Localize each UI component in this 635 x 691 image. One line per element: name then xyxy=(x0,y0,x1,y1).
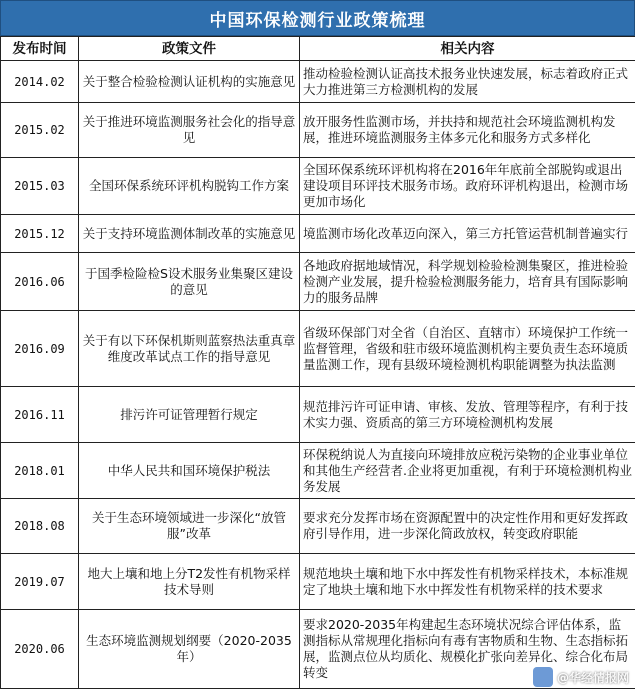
row-content: 要求充分发挥市场在资源配置中的决定性作用和更好发挥政府引导作用，进一步深化简政放权，转变政府职能 xyxy=(300,499,635,554)
row-content: 规范地块土壤和地下水中挥发性有机物采样技术，本标准规定了地块土壤和地下水中挥发性有机物采样的技术要求 xyxy=(300,554,635,610)
table-row xyxy=(1,387,635,443)
row-document: 关于整合检验检测认证机构的实施意见 xyxy=(79,61,300,103)
row-content: 推动检验检测认证高技术报务业快速发展，标志着政府正式大力推进第三方检测机构的发展 xyxy=(300,61,635,103)
table-row xyxy=(1,554,635,610)
row-content: 环保税纳说人为直接向环境排放应税污染物的企业事业单位和其他生产经营者.企业将更加重视，有利于环境检测机构业务发展 xyxy=(300,443,635,499)
row-content: 规范排污许可证申请、审核、发放、管理等程序，有利于技术实力强、资质高的第三方环境检测机构发展 xyxy=(300,387,635,443)
row-document: 关于生态环境领域进一步深化“放管服”改革 xyxy=(79,499,300,554)
row-date: 2016.06 xyxy=(1,253,79,311)
table-header-row xyxy=(1,37,635,61)
table-row xyxy=(1,103,635,158)
table-row xyxy=(1,158,635,215)
page-title: 中国环保检测行业政策梳理 xyxy=(0,0,635,36)
watermark-text: @华经情报网 xyxy=(556,670,629,685)
row-date: 2015.12 xyxy=(1,215,79,253)
row-content: 要求2020-2035年构建起生态环境状况综合评估体系，监测指标从常规理化指标向有毒有害物质和生物、生态指标拓展，监测点位从均质化、规模化扩张向差异化、综合化布局转变 xyxy=(300,610,635,689)
table-row xyxy=(1,61,635,103)
table-row xyxy=(1,215,635,253)
row-document: 地大上壤和地上分T2发性有机物采样技术导则 xyxy=(79,554,300,610)
row-document: 于国季检险检S设术服务业集聚区建设的意见 xyxy=(79,253,300,311)
row-content: 各地政府据地域情况，科学规划检验检测集聚区，推进检验检测产业发展，提升检验检测服务能力，培育具有国际影响力的服务品牌 xyxy=(300,253,635,311)
row-date: 2020.06 xyxy=(1,610,79,689)
watermark-logo-icon xyxy=(533,667,553,687)
header-date: 发布时间 xyxy=(1,37,79,61)
row-document: 关于有以下环保机斯则蓝察热法重真章维度改革试点工作的指导意见 xyxy=(79,311,300,387)
row-document: 排污许可证管理暂行规定 xyxy=(79,387,300,443)
row-document: 关于支持环境监测体制改革的实施意见 xyxy=(79,215,300,253)
policy-table xyxy=(0,36,635,689)
row-date: 2016.09 xyxy=(1,311,79,387)
row-date: 2014.02 xyxy=(1,61,79,103)
header-document: 政策文件 xyxy=(79,37,300,61)
row-date: 2015.03 xyxy=(1,158,79,215)
table-row xyxy=(1,443,635,499)
row-date: 2016.11 xyxy=(1,387,79,443)
watermark xyxy=(533,667,629,687)
row-date: 2015.02 xyxy=(1,103,79,158)
row-document: 中华人民共和国环境保护税法 xyxy=(79,443,300,499)
table-row xyxy=(1,253,635,311)
row-content: 境监测市场化改革迈向深入，第三方托管运营机制普遍实行 xyxy=(300,215,635,253)
row-date: 2018.01 xyxy=(1,443,79,499)
table-row xyxy=(1,499,635,554)
row-content: 放开服务性监测市场，并扶持和规范社会环境监测机构发展，推进环境监测服务主体多元化和服务方式多样化 xyxy=(300,103,635,158)
row-date: 2019.07 xyxy=(1,554,79,610)
header-content: 相关内容 xyxy=(300,37,635,61)
row-content: 省级环保部门对全省（自治区、直辖市）环境保护工作统一监督管理，省级和驻市级环境监测机构主要负责生态环境质量监测工作，现有县级环境检测机构职能调整为执法监测 xyxy=(300,311,635,387)
row-content: 全国环保系统环评机构将在2016年年底前全部脱钩或退出建设项目环评技术服务市场。政府环评机构退出，检测市场更加市场化 xyxy=(300,158,635,215)
table-row xyxy=(1,311,635,387)
row-document: 全国环保系统环评机构脱钩工作方案 xyxy=(79,158,300,215)
row-document: 生态环境监测规划纲要（2020-2035年） xyxy=(79,610,300,689)
row-document: 关于推进环境监测服务社会化的指导意见 xyxy=(79,103,300,158)
row-date: 2018.08 xyxy=(1,499,79,554)
